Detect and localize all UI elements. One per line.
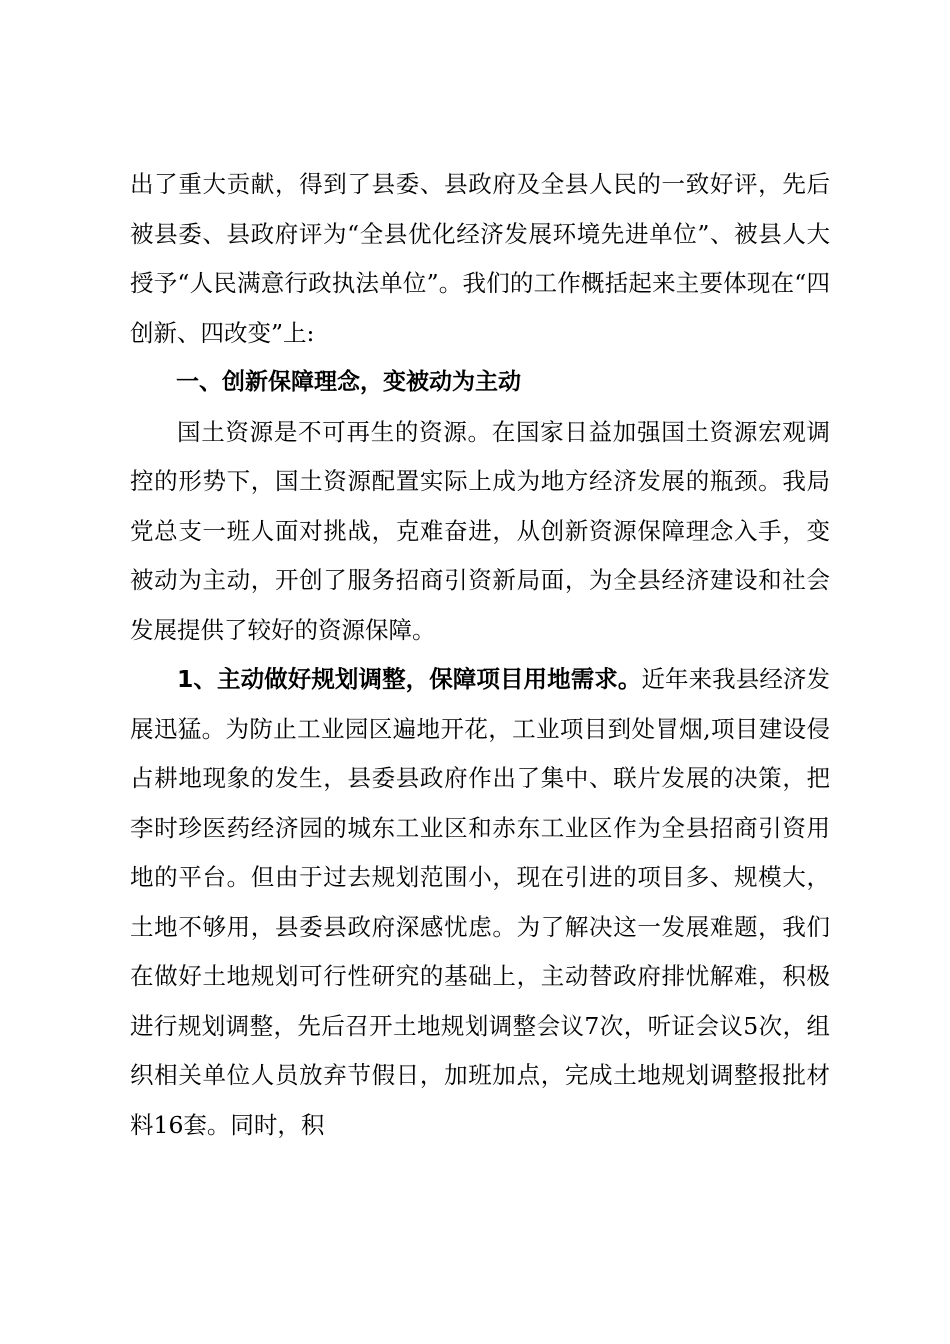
item-1-paragraph: [130, 655, 830, 1150]
section-paragraph: 国土资源是不可再生的资源。在国家日益加强国土资源宏观调控的形势下，国土资源配置实际上成为地方经济发展的瓶颈。我局党总支一班人面对挑战，克难奋进，从创新资源保障理念入手，变被动为主动，开创了服务招商引资新局面，为全县经济建设和社会发展提供了较好的资源保障。: [130, 417, 830, 644]
continuation-paragraph: 出了重大贡献，得到了县委、县政府及全县人民的一致好评，先后被县委、县政府评为“全县优化经济发展环境先进单位”、被县人大授予“人民满意行政执法单位”。我们的工作概括起来主要体现在“四创新、四改变”上:: [130, 170, 830, 347]
item-1-lead: 1、主动做好规划调整，保障项目用地需求。: [177, 665, 642, 693]
section-heading: 一、创新保障理念，变被动为主动: [176, 369, 521, 395]
document-body: [130, 160, 830, 1150]
item-1-body: 近年来我县经济发展迅猛。为防止工业园区遍地开花，工业项目到处冒烟,项目建设侵占耕地现象的发生，县委县政府作出了集中、联片发展的决策，把李时珍医药经济园的城东工业区和赤东工业区作为全县招商引资用地的平台。但由于过去规划范围小，现在引进的项目多、规模大，土地不够用，县委县政府深感忧虑。为了解决这一发展难题，我们在做好土地规划可行性研究的基础上，主动替政府排忧解难，积极进行规划调整，先后召开土地规划调整会议7次，听证会议5次，组织相关单位人员放弃节假日，加班加点，完成土地规划调整报批材料16套。同时，积: [130, 665, 830, 1139]
